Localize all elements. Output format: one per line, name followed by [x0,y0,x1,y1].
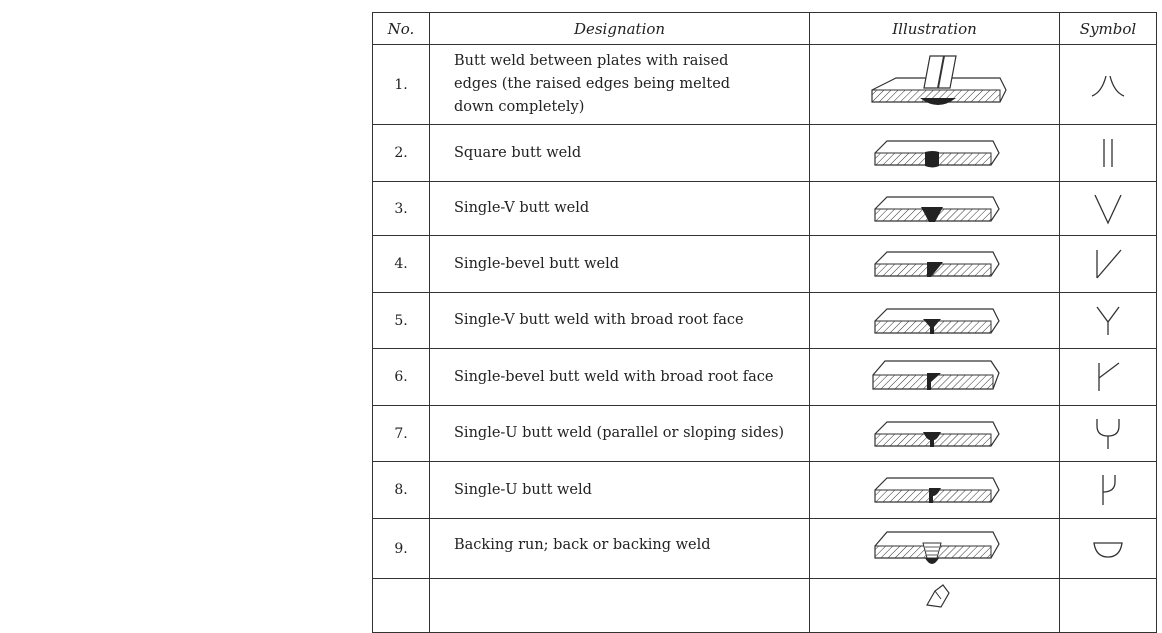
backing-run-illustration [865,524,1005,574]
row-number: 1. [394,76,408,93]
u-weld-symbol-icon [1091,416,1125,452]
weld-symbol-table [372,12,1157,633]
header-designation: Designation [573,19,666,38]
table-row [373,293,1157,349]
flanged-weld-symbol-icon [1088,70,1128,100]
row-designation: Single-U butt weld [454,481,592,498]
table-row [373,125,1157,182]
backing-weld-symbol-icon [1090,537,1126,561]
row-number: 8. [394,482,408,498]
table-row [373,462,1157,519]
header-symbol: Symbol [1079,19,1137,38]
bevel-weld-symbol-icon [1091,247,1125,281]
table-row [373,349,1157,406]
bevel-root-weld-symbol-icon [1091,360,1125,394]
header-no: No. [387,19,415,38]
flanged-butt-weld-illustration [860,50,1010,120]
single-v-broad-root-face-illustration [865,301,1005,341]
table-row [373,182,1157,236]
table-row [373,579,1157,633]
row-number: 9. [394,540,408,557]
row-designation: Single-V butt weld [454,200,590,216]
partial-illustration [905,579,965,611]
table-row [373,236,1157,293]
row-designation: Single-U butt weld (parallel or sloping sides) [454,425,785,441]
table-row [373,45,1157,125]
row-number: 3. [394,200,408,217]
square-butt-weld-illustration [865,133,1005,173]
row-designation: Single-bevel butt weld with broad root face [454,368,774,385]
square-weld-symbol-icon [1093,136,1123,170]
table-header-row [373,13,1157,45]
row-designation: Square butt weld [454,144,582,161]
single-u-butt-weld-sloping-illustration [865,414,1005,454]
single-u-butt-weld-illustration [865,470,1005,510]
header-illustration: Illustration [892,19,977,38]
table-row [373,406,1157,462]
y-weld-symbol-icon [1091,304,1125,338]
table-row [373,519,1157,579]
single-bevel-butt-weld-illustration [865,244,1005,284]
row-designation: Butt weld between plates with raised edges (the raised edges being melted down completely) [454,53,731,115]
row-number: 5. [394,312,408,329]
single-v-butt-weld-illustration [865,189,1005,229]
row-number: 7. [394,425,408,442]
row-designation: Single-V butt weld with broad root face [454,312,744,328]
single-bevel-broad-root-face-illustration [865,355,1005,399]
row-number: 4. [394,256,408,272]
row-designation: Backing run; back or backing weld [454,537,711,553]
j-weld-symbol-icon [1091,472,1125,508]
row-number: 6. [394,369,408,385]
row-number: 2. [394,145,408,161]
v-weld-symbol-icon [1091,192,1125,226]
row-designation: Single-bevel butt weld [454,255,619,272]
